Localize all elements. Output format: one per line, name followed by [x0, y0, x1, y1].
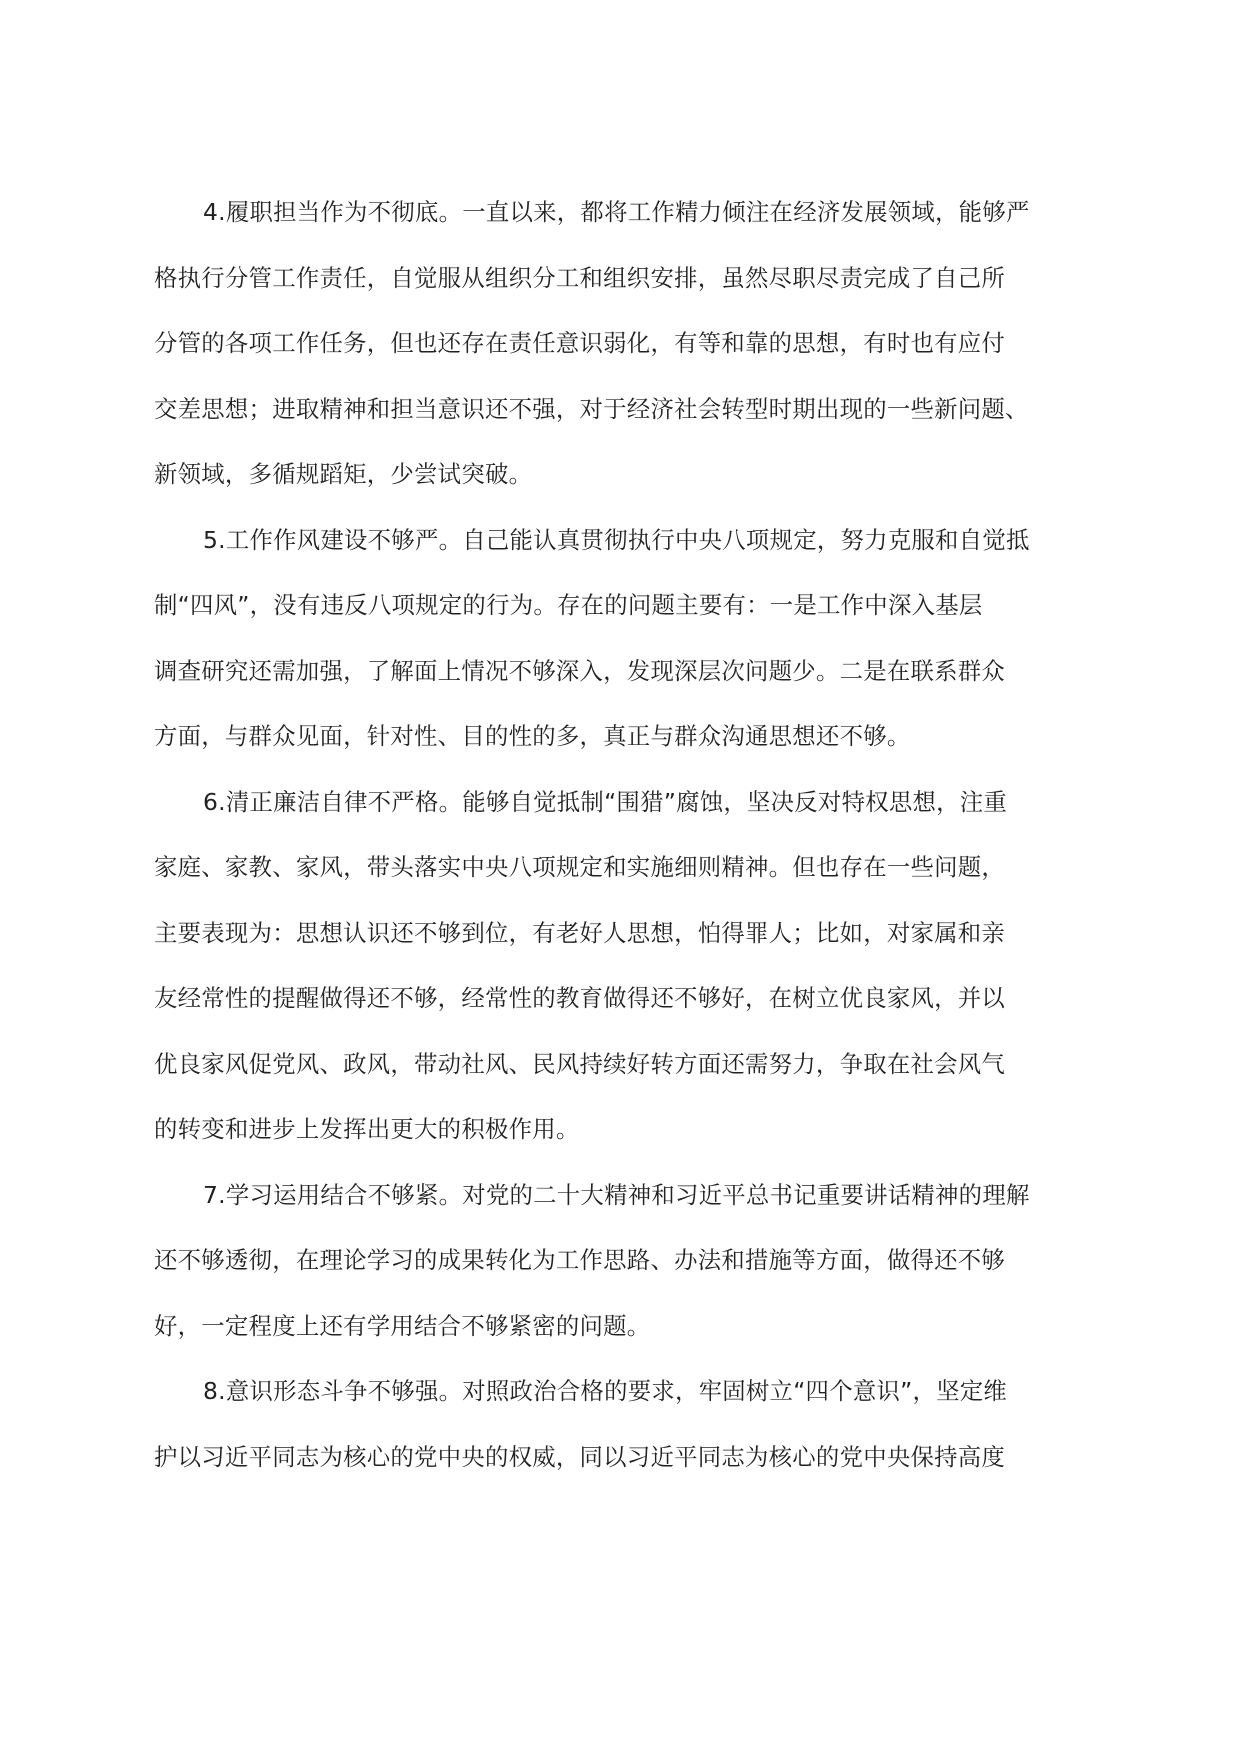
paragraph-line: 新领域，多循规蹈矩，少尝试突破。 [154, 460, 533, 488]
paragraph-line: 7.学习运用结合不够紧。对党的二十大精神和习近平总书记重要讲话精神的理解 [203, 1180, 1030, 1209]
paragraph-5 [154, 508, 1084, 770]
paragraph-line: 制“四风”，没有违反八项规定的行为。存在的问题主要有：一是工作中深入基层 [154, 591, 983, 619]
paragraph-line: 格执行分管工作责任，自觉服从组织分工和组织安排，虽然尽职尽责完成了自己所 [154, 263, 1006, 292]
paragraph-line: 优良家风促党风、政风，带动社风、民风持续好转方面还需努力，争取在社会风气 [154, 1049, 1006, 1078]
paragraph-line: 主要表现为：思想认识还不够到位，有老好人思想，怕得罪人；比如，对家属和亲 [154, 918, 1006, 947]
paragraph-4 [154, 180, 1084, 508]
paragraph-line: 家庭、家教、家风，带头落实中央八项规定和实施细则精神。但也存在一些问题， [154, 853, 1006, 881]
paragraph-7 [154, 1163, 1084, 1360]
paragraph-line: 好，一定程度上还有学用结合不够紧密的问题。 [154, 1311, 651, 1340]
paragraph-line: 方面，与群众见面，针对性、目的性的多，真正与群众沟通思想还不够。 [154, 722, 911, 750]
paragraph-8 [154, 1359, 1084, 1490]
paragraph-6 [154, 770, 1084, 1163]
paragraph-line: 5.工作作风建设不够严。自己能认真贯彻执行中央八项规定，努力克服和自觉抵 [203, 525, 1030, 554]
paragraph-line: 交差思想；进取精神和担当意识还不强，对于经济社会转型时期出现的一些新问题、 [154, 394, 1029, 423]
paragraph-line: 护以习近平同志为核心的党中央的权威，同以习近平同志为核心的党中央保持高度 [154, 1442, 1006, 1471]
paragraph-line: 分管的各项工作任务，但也还存在责任意识弱化，有等和靠的思想，有时也有应付 [154, 329, 1006, 357]
paragraph-line: 8.意识形态斗争不够强。对照政治合格的要求，牢固树立“四个意识”，坚定维 [203, 1377, 1008, 1405]
paragraph-line: 的转变和进步上发挥出更大的积极作用。 [154, 1115, 580, 1143]
paragraph-line: 调查研究还需加强，了解面上情况不够深入，发现深层次问题少。二是在联系群众 [154, 656, 1006, 685]
paragraph-line: 6.清正廉洁自律不严格。能够自觉抵制“围猎”腐蚀，坚决反对特权思想，注重 [203, 787, 1008, 816]
paragraph-line: 还不够透彻，在理论学习的成果转化为工作思路、办法和措施等方面，做得还不够 [154, 1246, 1006, 1274]
paragraph-line: 友经常性的提醒做得还不够，经常性的教育做得还不够好，在树立优良家风，并以 [154, 984, 1006, 1012]
paragraph-line: 4.履职担当作为不彻底。一直以来，都将工作精力倾注在经济发展领域，能够严 [203, 198, 1030, 226]
document-body [154, 180, 1084, 1490]
